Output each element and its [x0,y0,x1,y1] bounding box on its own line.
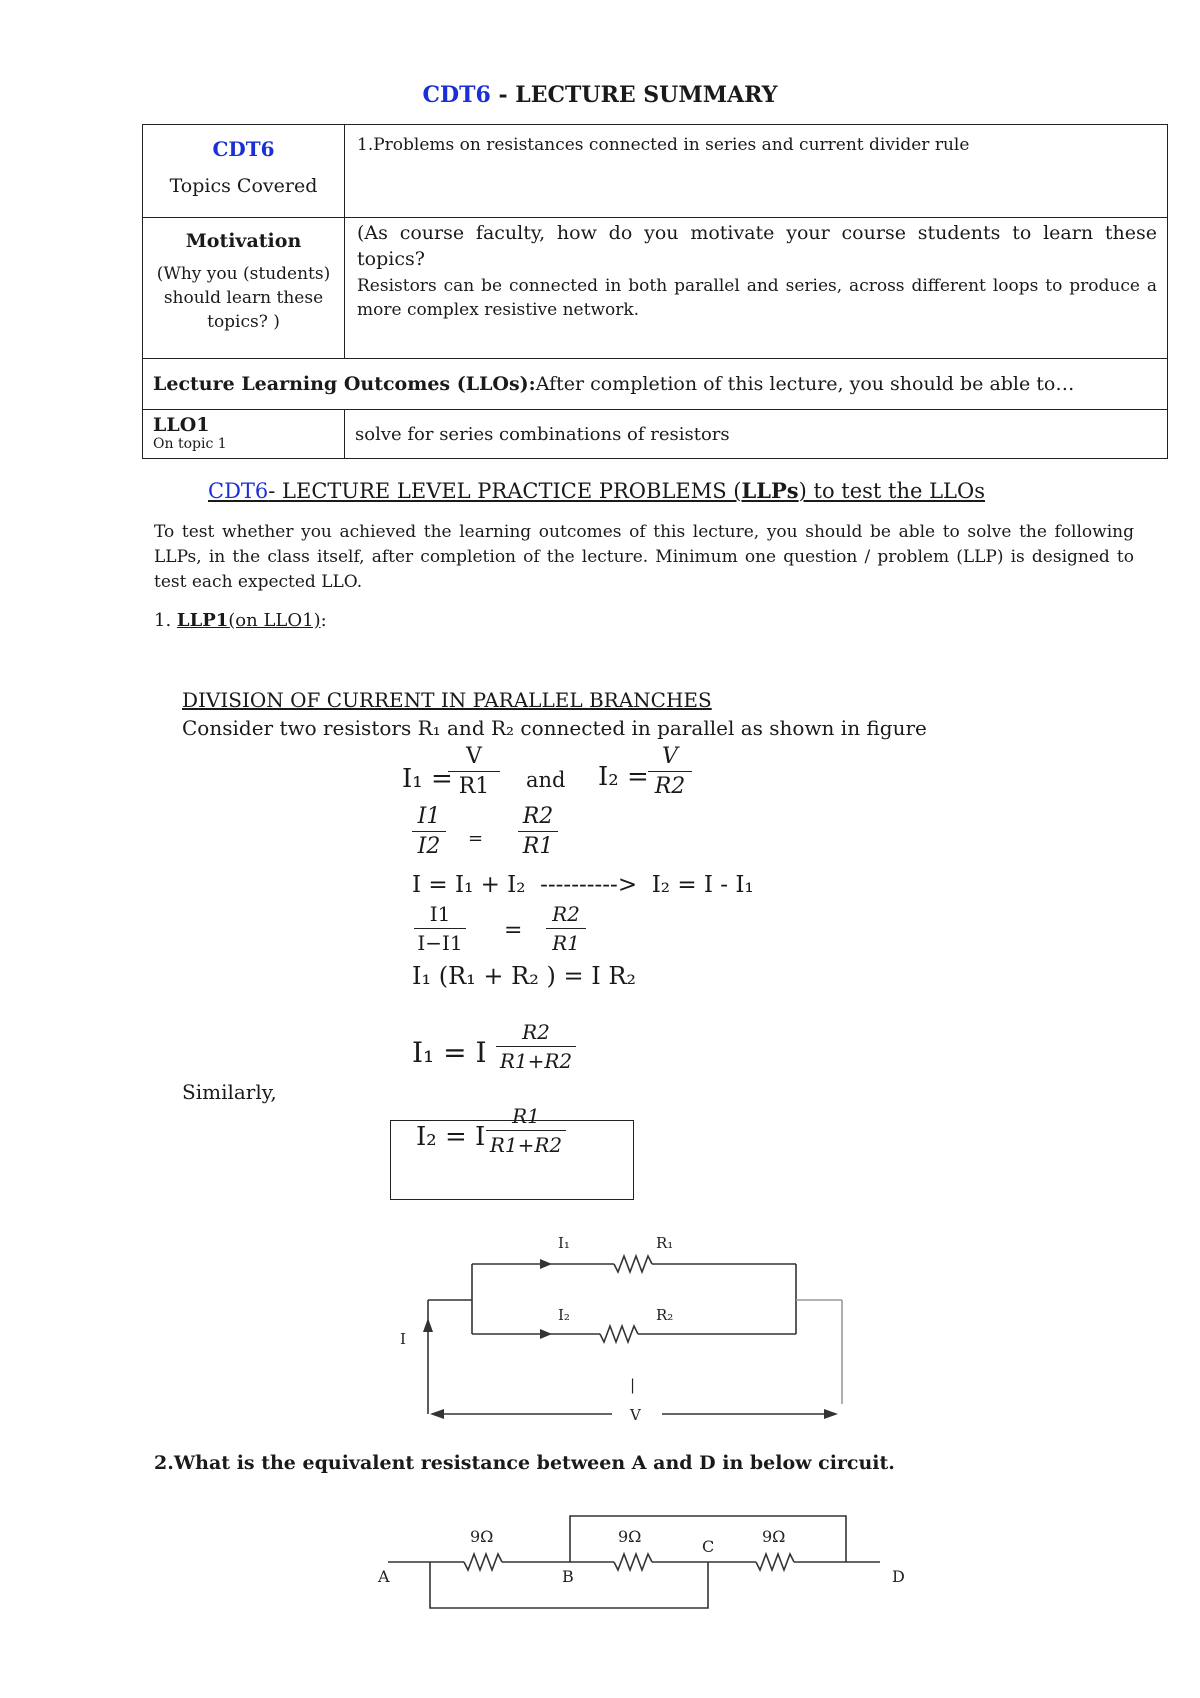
label-i2: I₂ [558,1306,570,1324]
llo1-text: solve for series combinations of resistors [345,410,1168,459]
parallel-circuit-diagram [380,1222,870,1432]
v-arrowhead-left [430,1409,444,1419]
motivation-question: (As course faculty, how do you motivate your course students to learn these topics? [357,222,1157,270]
motivation-cell [345,218,1168,359]
resistor-cd [756,1554,794,1570]
label-r-ab: 9Ω [470,1527,494,1546]
motivation-answer: Resistors can be connected in both parallel and series, across different loops to produce a more complex resistive network. [357,276,1157,320]
practice-heading [208,478,985,503]
llo-heading-cell [143,359,1168,410]
eq-i1-over-i2 [412,804,446,859]
label-node-d: D [892,1567,905,1586]
r2-resistor-symbol [600,1326,638,1342]
label-i1: I₁ [558,1234,570,1252]
topics-label: Topics Covered [169,175,318,197]
v-arrowhead-right [824,1409,838,1419]
similarly-text: Similarly, [182,1080,277,1104]
title-text: - LECTURE SUMMARY [490,82,778,108]
eq-r2-over-r1 [518,804,558,859]
practice-heading-b: LLPs [741,478,799,503]
q1-colon: : [320,610,327,631]
eq-r1-num: R1 [486,1104,566,1131]
motivation-label: Motivation [185,230,302,252]
label-r1: R₁ [656,1234,674,1252]
title-code: CDT6 [422,82,491,108]
practice-heading-c: ) to test the LLOs [798,479,985,503]
eq-equals-1: = [468,828,484,849]
llo-heading-rest: After completion of this lecture, you should be able to… [535,373,1075,395]
eq-i2-final-lhs: I₂ = I [416,1122,486,1152]
topics-code: CDT6 [212,137,275,161]
i1-arrowhead [540,1259,552,1269]
label-r2: R₂ [656,1306,674,1324]
eq-equals-2: = [504,918,523,943]
page-title [0,82,1200,108]
practice-intro: To test whether you achieved the learning outcomes of this lecture, you should be able to solve the following LLPs, in the class itself, after completion of the lecture. Minimum one question / problem (LLP) is designed to test each expected LLO. [154,522,1134,592]
motivation-label-cell [143,218,345,359]
question-1-label [154,610,327,631]
eq-r2c: R2 [496,1020,576,1047]
practice-heading-a: - LECTURE LEVEL PRACTICE PROBLEMS ( [268,479,742,503]
practice-heading-code: CDT6 [208,479,269,503]
eq-v-over-r1 [448,744,500,799]
division-title: DIVISION OF CURRENT IN PARALLEL BRANCHES [182,688,712,712]
eq-frac-i2: I2 [417,834,441,859]
label-node-a: A [378,1567,390,1586]
label-v: V [630,1406,641,1424]
eq-i1-expanded: I₁ (R₁ + R₂ ) = I R₂ [412,962,637,990]
label-r-bc: 9Ω [618,1527,642,1546]
eq-i1-over-i-minus [414,902,466,955]
topics-cell [345,125,1168,218]
equivalent-resistance-circuit [360,1506,920,1626]
eq-frac-i1b: I1 [414,902,466,929]
q1-rest: (on LLO1) [228,610,321,631]
eq-i1-final-frac [496,1020,576,1073]
eq-r1b: R1 [552,931,580,955]
eq-r2-over-r1-b [546,902,586,955]
lecture-summary-table [142,124,1168,459]
eq-and: and [526,768,566,792]
label-node-c: C [702,1537,715,1556]
topics-text: 1.Problems on resistances connected in series and current divider rule [357,135,970,155]
motivation-sub: (Why you (students) should learn these topics? ) [156,264,331,332]
eq-r1r2b: R1+R2 [489,1133,563,1157]
eq-v: V [448,744,500,772]
eq-r2: R2 [518,804,558,832]
llo1-topic: On topic 1 [153,436,227,452]
eq-r2b: R2 [546,902,586,929]
q1-bold: LLP1 [176,610,229,631]
eq-v-over-r2 [648,744,692,799]
llo1-code-cell [143,410,345,459]
eq-i-minus: I−I1 [417,931,463,955]
llo-heading-bold: Lecture Learning Outcomes (LLOs): [153,373,536,395]
eq-sum-line: I = I₁ + I₂ ----------> I₂ = I - I₁ [412,872,754,898]
q1-num: 1. [154,610,177,631]
eq-i2-final-frac [486,1104,566,1157]
resistor-bc [614,1554,652,1570]
i-arrowhead [423,1318,433,1332]
i2-arrowhead [540,1329,552,1339]
label-i: I [400,1330,406,1348]
r1-resistor-symbol [614,1256,652,1272]
eq-r1-it: R1 [522,834,554,859]
question-2: 2.What is the equivalent resistance between A and D in below circuit. [154,1452,895,1474]
eq-i1-final-lhs: I₁ = I [412,1036,487,1069]
topics-label-cell [143,125,345,218]
eq-v-it: V [648,744,692,772]
eq-r2-it: R2 [654,774,686,799]
label-node-b: B [562,1567,574,1586]
eq-i2-lhs: I₂ = [598,762,649,792]
consider-text: Consider two resistors R₁ and R₂ connected in parallel as shown in figure [182,716,927,740]
eq-r1r2: R1+R2 [499,1049,573,1073]
resistor-ab [464,1554,502,1570]
eq-r1: R1 [458,774,490,799]
eq-i1-lhs: I₁ = [402,764,453,794]
llo1-code: LLO1 [153,414,210,436]
eq-frac-i1: I1 [412,804,446,832]
label-tick: | [630,1376,636,1394]
label-r-cd: 9Ω [762,1527,786,1546]
